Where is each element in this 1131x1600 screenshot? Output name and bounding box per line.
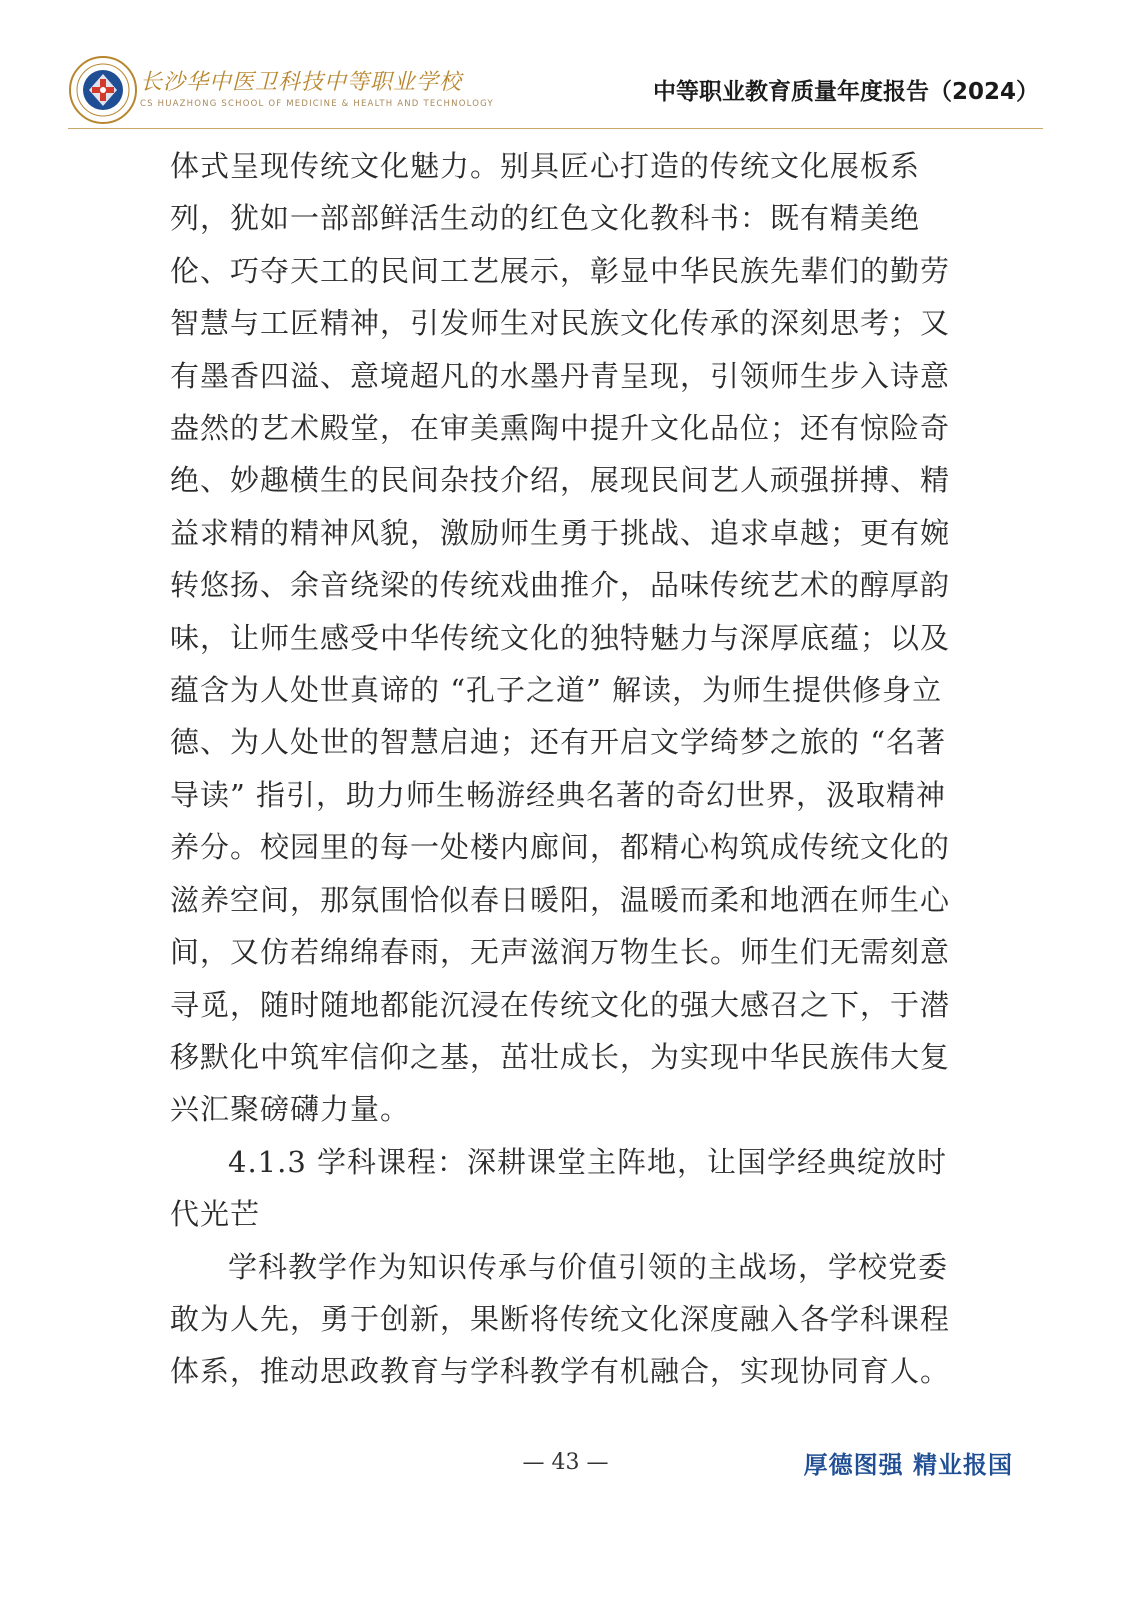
school-logo: [68, 55, 494, 130]
body-paragraph: 学科教学作为知识传承与价值引领的主战场，学校党委敢为人先，勇于创新，果断将传统文化深度融入各学科课程体系，推动思政教育与学科教学有机融合，实现协同育人。: [170, 1249, 951, 1389]
report-title: 中等职业教育质量年度报告（2024）: [652, 79, 1039, 105]
page-header: [0, 0, 1131, 150]
school-seal-icon: [68, 55, 138, 125]
section-heading: 4.1.3 学科课程：深耕课堂主阵地，让国学经典绽放时代光芒: [170, 1144, 948, 1232]
header-divider: [68, 128, 1043, 129]
body-paragraph: 体式呈现传统文化魅力。别具匠心打造的传统文化展板系列，犹如一部部鲜活生动的红色文化教科书：既有精美绝伦、巧夺天工的民间工艺展示，彰显中华民族先辈们的勤劳智慧与工匠精神，引发师生对民族文化传承的深刻思考；又有墨香四溢、意境超凡的水墨丹青呈现，引领师生步入诗意盎然的艺术殿堂，在审美熏陶中提升文化品位；还有惊险奇绝、妙趣横生的民间杂技介绍，展现民间艺人顽强拼搏、精益求精的精神风貌，激励师生勇于挑战、追求卓越；更有婉转悠扬、余音绕梁的传统戏曲推介，品味传统艺术的醇厚韵味，让师生感受中华传统文化的独特魅力与深厚底蕴；以及蕴含为人处世真谛的 “孔子之道” 解读，为师生提供修身立德、为人处世的智慧启迪；还有开启文学绮梦之旅的 “名著导读” 指引，助力师生畅游经典名著的奇幻世界，汲取精神养分。校园里的每一处楼内廊间，都精心构筑成传统文化的滋养空间，那氛围恰似春日暖阳，温暖而柔和地洒在师生心间，又仿若绵绵春雨，无声滋润万物生长。师生们无需刻意寻觅，随时随地都能沉浸在传统文化的强大感召之下，于潜移默化中筑牢信仰之基，茁壮成长，为实现中华民族伟大复兴汇聚磅礴力量。: [170, 149, 951, 1127]
school-name-en: CS HUAZHONG SCHOOL OF MEDICINE & HEALTH AND TECHNOLOGY: [140, 99, 494, 109]
main-content: [170, 140, 970, 1398]
page-number: — 43 —: [522, 1450, 609, 1475]
school-name-cn: 长沙华中医卫科技中等职业学校: [140, 70, 463, 95]
footer-motto: 厚德图强 精业报国: [803, 1450, 1013, 1479]
